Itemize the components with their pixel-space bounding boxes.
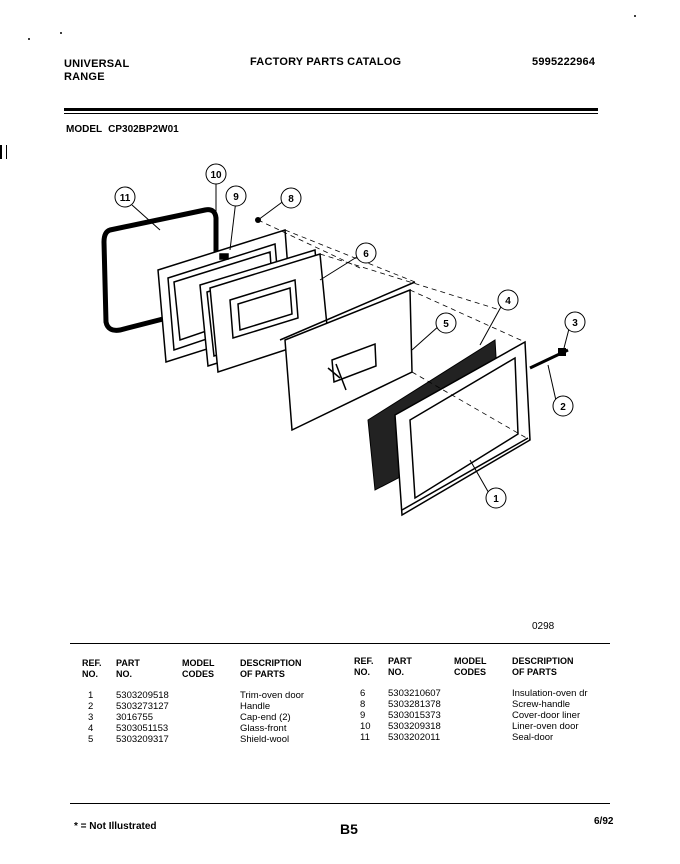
- callout-label-5: 5: [443, 319, 449, 330]
- catalog-title: FACTORY PARTS CATALOG: [250, 56, 402, 68]
- scan-edge-mark: [0, 145, 7, 159]
- description-cell: Screw-handle: [512, 699, 571, 710]
- table-row: [82, 712, 340, 723]
- ref-no-cell: 8: [360, 699, 366, 710]
- col-description: DESCRIPTION OF PARTS: [240, 658, 302, 679]
- description-cell: Liner-oven door: [512, 721, 579, 732]
- table-top-rule: [70, 643, 610, 644]
- model-codes-cell: [454, 721, 512, 732]
- part-no-cell: 5303209317: [116, 734, 169, 745]
- table-row: [354, 699, 612, 710]
- ref-no-cell: 4: [88, 723, 94, 734]
- table-bottom-rule: [70, 803, 610, 804]
- model-codes-cell: [454, 732, 512, 743]
- description-cell: Handle: [240, 701, 271, 712]
- callout-label-4: 4: [505, 296, 511, 307]
- callout-label-11: 11: [119, 193, 131, 204]
- model-codes-cell: [182, 723, 240, 734]
- ref-no-cell: 1: [88, 690, 94, 701]
- description-cell: Shield-wool: [240, 734, 290, 745]
- description-cell: Glass-front: [240, 723, 287, 734]
- part-no-cell: 5303015373: [388, 710, 441, 721]
- diagram-code: 0298: [532, 621, 555, 632]
- scan-speck: [634, 15, 636, 17]
- header-rule-thick: [64, 108, 598, 111]
- callout-label-3: 3: [572, 318, 578, 329]
- part-no-cell: 3016755: [116, 712, 153, 723]
- model-line: [66, 124, 185, 135]
- description-cell: Seal-door: [512, 732, 554, 743]
- table-row: [82, 701, 340, 712]
- table-row: [354, 710, 612, 721]
- callout-label-10: 10: [210, 170, 222, 181]
- scan-speck: [60, 32, 62, 34]
- table-row: [354, 732, 612, 743]
- callout-label-8: 8: [288, 194, 294, 205]
- col-part-no: PART NO.: [388, 656, 412, 677]
- not-illustrated-note: * = Not Illustrated: [74, 821, 157, 832]
- col-ref-no: REF. NO.: [82, 658, 102, 679]
- part-no-cell: 5303210607: [388, 688, 441, 699]
- model-codes-cell: [182, 701, 240, 712]
- cap-end-part: [558, 348, 566, 356]
- ref-no-cell: 5: [88, 734, 94, 745]
- ref-no-cell: 3: [88, 712, 94, 723]
- table-row: [82, 734, 340, 745]
- model-number: CP302BP2W01: [108, 124, 179, 135]
- description-cell: Trim-oven door: [240, 690, 305, 701]
- callout-label-9: 9: [233, 192, 239, 203]
- scan-speck: [28, 38, 30, 40]
- callout-label-2: 2: [560, 402, 566, 413]
- ref-no-cell: 11: [360, 732, 370, 743]
- table-row: [82, 690, 340, 701]
- brand-line-1: UNIVERSAL: [64, 58, 130, 70]
- ref-no-cell: 6: [360, 688, 366, 699]
- col-description: DESCRIPTION OF PARTS: [512, 656, 574, 677]
- table-row: [82, 723, 340, 734]
- model-codes-cell: [182, 734, 240, 745]
- table-row: [354, 688, 612, 699]
- part-no-cell: 5303209518: [116, 690, 169, 701]
- part-no-cell: 5303202011: [388, 732, 441, 743]
- description-cell: Insulation-oven dr: [512, 688, 588, 699]
- header-rule-thin: [64, 113, 598, 114]
- model-codes-cell: [454, 710, 512, 721]
- description-cell: Cap-end (2): [240, 712, 291, 723]
- page-number: B5: [340, 821, 358, 837]
- model-codes-cell: [182, 712, 240, 723]
- table-row: [354, 721, 612, 732]
- col-part-no: PART NO.: [116, 658, 140, 679]
- model-label: MODEL: [66, 124, 103, 135]
- catalog-number: 5995222964: [532, 56, 596, 68]
- description-cell: Cover-door liner: [512, 710, 581, 721]
- model-codes-cell: [454, 699, 512, 710]
- col-ref-no: REF. NO.: [354, 656, 374, 677]
- brand-block: [64, 58, 129, 84]
- revision-date: 6/92: [594, 816, 614, 827]
- callout-label-6: 6: [363, 249, 369, 260]
- part-no-cell: 5303273127: [116, 701, 169, 712]
- ref-no-cell: 10: [360, 721, 371, 732]
- ref-no-cell: 2: [88, 701, 94, 712]
- part-no-cell: 5303051153: [116, 723, 169, 734]
- parts-table-left: [82, 658, 340, 745]
- part-no-cell: 5303209318: [388, 721, 441, 732]
- model-codes-cell: [454, 688, 512, 699]
- col-model-codes: MODEL CODES: [454, 656, 487, 677]
- model-codes-cell: [182, 690, 240, 701]
- part-no-cell: 5303281378: [388, 699, 441, 710]
- brand-line-2: RANGE: [64, 71, 105, 83]
- ref-no-cell: 9: [360, 710, 366, 721]
- callout-label-1: 1: [493, 494, 499, 505]
- exploded-door-diagram: [70, 150, 610, 530]
- parts-table-right: [354, 656, 612, 743]
- col-model-codes: MODEL CODES: [182, 658, 215, 679]
